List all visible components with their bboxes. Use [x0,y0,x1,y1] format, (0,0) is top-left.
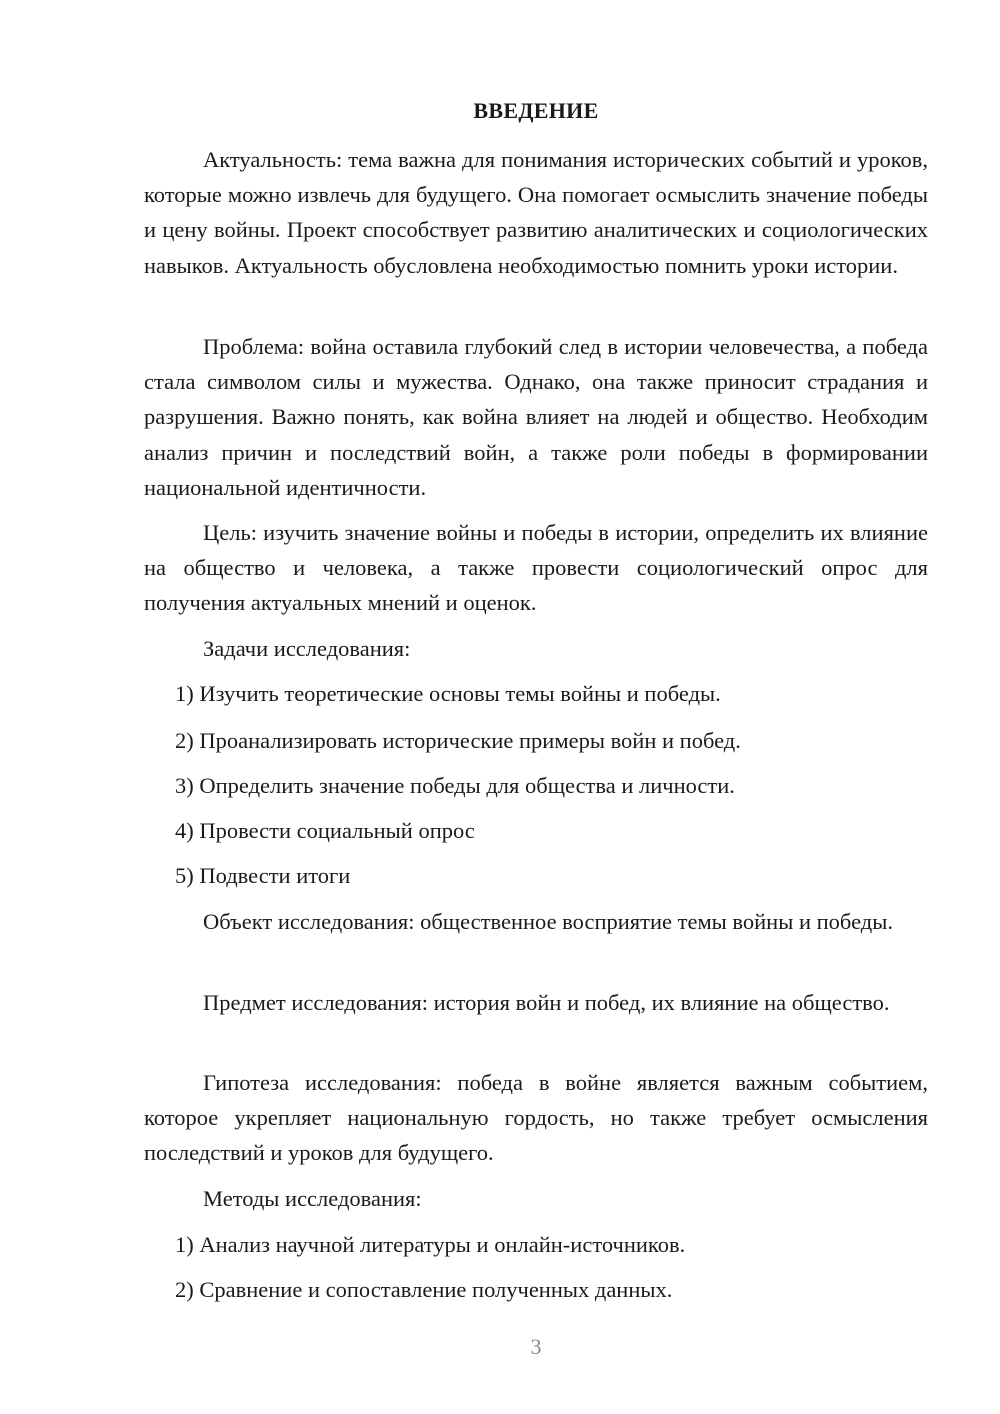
method-item: 2) Сравнение и сопоставление полученных данных. [175,1277,673,1302]
task-item: 1) Изучить теоретические основы темы войны и победы. [175,681,721,706]
task-item: 5) Подвести итоги [175,863,351,888]
methods-heading: Методы исследования: [203,1186,422,1211]
task-item: 4) Провести социальный опрос [175,818,475,843]
goal-paragraph: Цель: изучить значение войны и победы в истории, определить их влияние на общество и человека, а также провести социологический опрос для получения актуальных мнений и оценок. [144,520,928,616]
object-paragraph: Объект исследования: общественное восприятие темы войны и победы. [203,909,893,934]
method-item: 1) Анализ научной литературы и онлайн-источников. [175,1232,686,1257]
tasks-heading: Задачи исследования: [203,636,411,661]
task-item: 3) Определить значение победы для общества и личности. [175,773,735,798]
relevance-paragraph: Актуальность: тема важна для понимания исторических событий и уроков, которые можно извлечь для будущего. Она помогает осмыслить значение победы и цену войны. Проект способствует развитию аналитических и социологических навыков. Актуальность обусловлена необходимостью помнить уроки истории. [144,147,928,278]
task-item: 2) Проанализировать исторические примеры войн и побед. [175,728,741,753]
page-number: 3 [530,1334,542,1359]
subject-paragraph: Предмет исследования: история войн и побед, их влияние на общество. [203,990,890,1015]
document-page [144,0,928,1414]
section-heading: ВВЕДЕНИЕ [473,98,599,123]
problem-paragraph: Проблема: война оставила глубокий след в истории человечества, а победа стала символом силы и мужества. Однако, она также приносит страдания и разрушения. Важно понять, как война влияет на людей и общество. Необходим анализ причин и последствий войн, а также роли победы в формировании национальной идентичности. [144,334,928,500]
hypothesis-paragraph: Гипотеза исследования: победа в войне является важным событием, которое укрепляет национальную гордость, но также требует осмысления последствий и уроков для будущего. [144,1070,928,1166]
